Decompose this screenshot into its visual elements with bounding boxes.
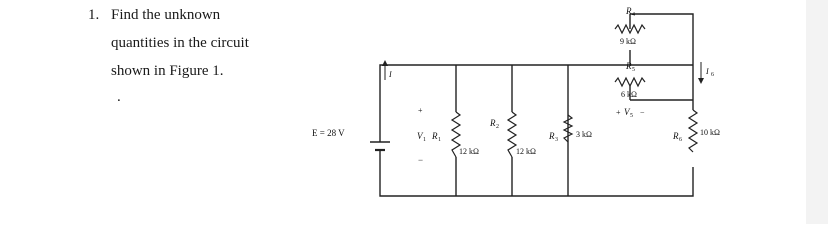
resistor-r2 xyxy=(508,112,516,157)
r6-sub: 6 xyxy=(679,137,682,143)
v5-sub: 5 xyxy=(630,113,633,119)
v1-sub: 1 xyxy=(423,137,426,143)
r3-value: 3 kΩ xyxy=(576,130,592,139)
current-i6-label: I xyxy=(706,67,709,76)
source-label: E = 28 V xyxy=(312,128,345,138)
current-i-label: I xyxy=(389,70,392,79)
r2-value: 12 kΩ xyxy=(516,147,536,156)
question-text-line-3: shown in Figure 1. xyxy=(111,63,224,79)
current-i6-arrow xyxy=(698,62,704,84)
r5-sub: 5 xyxy=(632,67,635,73)
r1-value: 12 kΩ xyxy=(459,147,479,156)
v1-name: V xyxy=(417,131,423,141)
resistor-r6 xyxy=(689,110,697,152)
r3-name: R xyxy=(549,131,555,141)
current-i6-sub: 6 xyxy=(711,72,714,78)
question-text-line-1: Find the unknown xyxy=(111,7,221,23)
circuit-wires xyxy=(380,14,693,196)
v1-plus: + xyxy=(418,106,423,115)
scrollbar-track[interactable] xyxy=(806,0,828,224)
question-number: 1. xyxy=(88,7,100,23)
r2-sub: 2 xyxy=(496,124,499,130)
r1-name: R xyxy=(432,131,438,141)
battery-symbol xyxy=(370,142,390,150)
bullet-dot: . xyxy=(117,89,121,105)
v5-minus: − xyxy=(640,108,645,117)
r4-sub: 4 xyxy=(632,12,635,18)
r4-value: 9 kΩ xyxy=(620,37,636,46)
current-i-arrow xyxy=(382,60,388,80)
r3-sub: 3 xyxy=(555,137,558,143)
v1-minus: − xyxy=(418,155,424,165)
r5-value: 6 kΩ xyxy=(621,90,637,99)
resistor-r5 xyxy=(615,78,645,86)
r1-sub: 1 xyxy=(438,137,441,143)
question-text-line-2: quantities in the circuit xyxy=(111,35,249,51)
r6-value: 10 kΩ xyxy=(700,128,720,137)
r5-name: R xyxy=(626,61,632,71)
r2-name: R xyxy=(490,118,496,128)
r6-name: R xyxy=(673,131,679,141)
r4-name: R xyxy=(626,6,632,16)
v5-name: V xyxy=(624,107,630,117)
v5-plus: + xyxy=(616,108,621,117)
